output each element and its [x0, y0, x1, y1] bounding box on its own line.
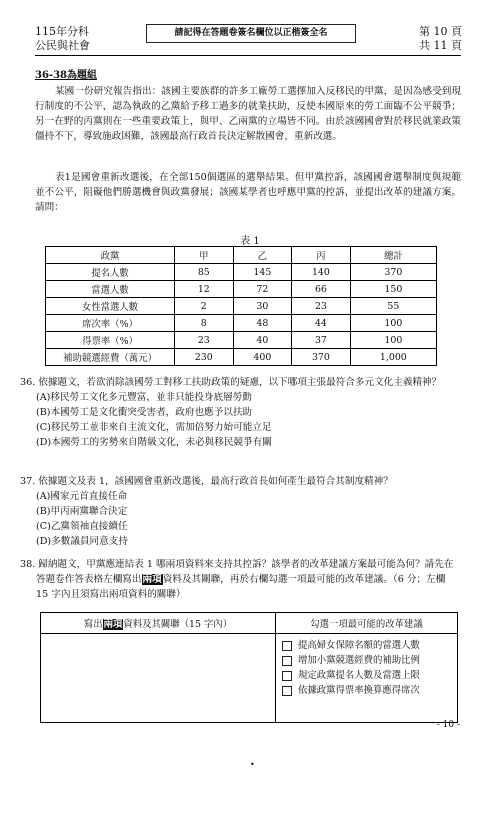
footer-mark: • — [250, 760, 255, 769]
checkbox-icon[interactable] — [282, 656, 292, 666]
table-header-cell: 乙 — [233, 247, 292, 264]
table-row — [46, 315, 437, 332]
table-header-cell: 丙 — [292, 247, 351, 264]
table-cell: 補助競選經費（萬元） — [46, 349, 175, 366]
subject-name: 公民與社會 — [35, 39, 90, 52]
table-cell: 2 — [175, 298, 234, 315]
answer-table — [40, 612, 458, 723]
choice-label: 依據政黨得票率換算應得席次 — [298, 685, 420, 696]
option-c: (C)乙黨領袖直接續任 — [36, 521, 128, 532]
emphasis-highlight: 兩項 — [142, 574, 162, 585]
header-divider — [35, 55, 461, 56]
header-text: 資料及其關聯（15 字內） — [123, 619, 233, 630]
emphasis-highlight: 兩項 — [103, 619, 123, 630]
table-cell: 席次率（%） — [46, 315, 175, 332]
table-cell: 37 — [292, 332, 351, 349]
table-row — [46, 298, 437, 315]
checkbox-icon[interactable] — [282, 686, 292, 696]
table-cell: 140 — [292, 264, 351, 281]
answer-header-row — [41, 613, 458, 634]
question-stem: 36. 依據題文，若欲消除該國勞工對移工扶助政策的疑慮，以下哪項主張最符合多元文化主義精神？ — [20, 377, 442, 388]
table-cell: 23 — [175, 332, 234, 349]
reform-choice[interactable] — [282, 683, 451, 698]
table-cell: 提名人數 — [46, 264, 175, 281]
table-cell: 44 — [292, 315, 351, 332]
choice-label: 規定政黨提名人數及當選上限 — [298, 670, 420, 681]
choice-label: 提高婦女保障名額的當選人數 — [298, 640, 420, 651]
question-stem — [20, 557, 460, 602]
table-cell: 370 — [292, 349, 351, 366]
answer-right-header: 勾選一項最可能的改革建議 — [276, 613, 458, 634]
choice-label: 增加小黨競選經費的補助比例 — [298, 655, 420, 666]
table-cell: 12 — [175, 281, 234, 298]
written-answer-cell[interactable] — [41, 634, 276, 723]
table-cell: 145 — [233, 264, 292, 281]
stem-part-2: 資料及其關聯，再於右欄勾選一項最可能的改革建議。（6 分；左欄 15 字內且須寫出兩項資料的關聯） — [36, 574, 446, 600]
answer-left-header — [41, 613, 276, 634]
question-38 — [20, 557, 460, 602]
table-cell: 370 — [350, 264, 436, 281]
header-text: 寫出 — [83, 619, 103, 630]
table-row — [46, 349, 437, 366]
table-cell: 30 — [233, 298, 292, 315]
table-cell: 85 — [175, 264, 234, 281]
option-d: (D)本國勞工的劣勢來自階級文化，未必與移民競爭有關 — [36, 437, 272, 448]
table-cell: 48 — [233, 315, 292, 332]
checkbox-icon[interactable] — [282, 671, 292, 681]
table-header-cell: 總計 — [350, 247, 436, 264]
page-current: 第 10 頁 — [419, 25, 462, 38]
page-total: 共 11 頁 — [419, 39, 462, 52]
question-stem: 37. 依據題文及表 1，該國國會重新改選後，最高行政首長如何產生最符合其制度精神？ — [20, 476, 393, 487]
option-b: (B)甲丙兩黨聯合決定 — [36, 506, 128, 517]
election-results-table — [45, 246, 437, 366]
table-cell: 100 — [350, 332, 436, 349]
option-a: (A)國家元首直接任命 — [36, 491, 128, 502]
table-header-cell: 政黨 — [46, 247, 175, 264]
table-cell: 得票率（%） — [46, 332, 175, 349]
table-cell: 1,000 — [350, 349, 436, 366]
exam-title: 115年分科 — [35, 25, 89, 38]
table-cell: 230 — [175, 349, 234, 366]
choice-cell — [276, 634, 458, 723]
header-right — [419, 25, 462, 53]
question-group-title: 36-38為題組 — [35, 70, 97, 81]
table-cell: 66 — [292, 281, 351, 298]
table-cell: 72 — [233, 281, 292, 298]
table-header-cell: 甲 — [175, 247, 234, 264]
question-36 — [20, 375, 460, 450]
table-cell: 當選人數 — [46, 281, 175, 298]
option-a: (A)移民勞工文化多元豐富，並非只能投身底層勞動 — [36, 392, 252, 403]
table-row — [46, 281, 437, 298]
reform-choice[interactable] — [282, 653, 451, 668]
table-cell: 40 — [233, 332, 292, 349]
option-d: (D)多數議員同意支持 — [36, 536, 128, 547]
reform-choice[interactable] — [282, 668, 451, 683]
table-cell: 100 — [350, 315, 436, 332]
page-number: - 10 - — [436, 720, 460, 730]
table-cell: 8 — [175, 315, 234, 332]
passage-paragraph-1: 某國一份研究報告指出：該國主要族群的許多工廠勞工選擇加入反移民的甲黨，是因為感受到現行制度的不公平，認為執政的乙黨給予移工過多的就業扶助，反使本國原來的勞工面臨不公平競爭；另一在野的丙黨則在一些重要政策上，與甲、乙兩黨的立場皆不同。由於該國國會對於移民就業政策僵持不下，導致施政困難，該國最高行政首長決定解散國會，重新改選。 — [35, 86, 461, 142]
passage-paragraph-2: 表1是國會重新改選後，在全部150個選區的選舉結果。但甲黨控訴，該國國會選舉制度與規範並不公平，阻礙他們勝選機會與政黨發展；該國某學者也呼應甲黨的控訴，並提出改革的建議方案。請問： — [35, 172, 461, 213]
option-c: (C)移民勞工並非來自主流文化，需加倍努力始可能立足 — [36, 422, 272, 433]
header-left — [35, 25, 90, 53]
table-row — [46, 332, 437, 349]
answer-body-row — [41, 634, 458, 723]
stem-part-1: 38. 歸納題文，甲黨應連結表 1 哪兩項資料來支持其控訴？該學者的改革建議方案最可能為何？請先在答題卷作答表格左欄寫出 — [20, 559, 454, 585]
checkbox-icon[interactable] — [282, 641, 292, 651]
reform-choice[interactable] — [282, 638, 451, 653]
table-cell: 23 — [292, 298, 351, 315]
signature-notice: 請記得在答題卷簽名欄位以正楷簽全名 — [146, 24, 356, 43]
table-cell: 55 — [350, 298, 436, 315]
table-cell: 女性當選人數 — [46, 298, 175, 315]
option-b: (B)本國勞工是文化衝突受害者，政府也應予以扶助 — [36, 407, 253, 418]
table-row — [46, 264, 437, 281]
table-header-row — [46, 247, 437, 264]
table-cell: 150 — [350, 281, 436, 298]
question-37 — [20, 474, 460, 549]
table-caption: 表 1 — [240, 236, 260, 247]
table-cell: 400 — [233, 349, 292, 366]
